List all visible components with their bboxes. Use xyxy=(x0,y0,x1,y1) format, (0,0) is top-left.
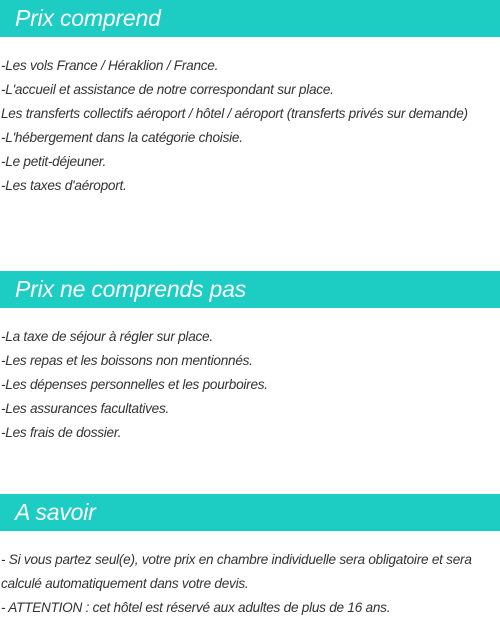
list-item: -Les repas et les boissons non mentionnés. xyxy=(1,353,253,368)
section-header xyxy=(0,494,500,531)
section-title: Prix ne comprends pas xyxy=(15,276,247,302)
list-item: -L'hébergement dans la catégorie choisie. xyxy=(1,130,243,145)
list-item: - ATTENTION : cet hôtel est réservé aux adultes de plus de 16 ans. xyxy=(1,600,391,615)
list-item: -Le petit-déjeuner. xyxy=(1,154,107,169)
section-body xyxy=(0,37,500,198)
section-good-to-know xyxy=(0,494,500,620)
list-item: -L'accueil et assistance de notre correspondant sur place. xyxy=(1,82,334,97)
list-item: -Les assurances facultatives. xyxy=(1,401,170,416)
section-title: Prix comprend xyxy=(15,5,161,31)
list-item: Les transferts collectifs aéroport / hôtel / aéroport (transferts privés sur demande) xyxy=(1,106,468,121)
list-item: - Si vous partez seul(e), votre prix en chambre individuelle sera obligatoire et sera calculé automatiquement dans votre devis. xyxy=(1,552,472,591)
section-header xyxy=(0,0,500,37)
list-item: -Les vols France / Héraklion / France. xyxy=(1,58,219,73)
section-price-includes xyxy=(0,0,500,198)
list-item: -Les taxes d'aéroport. xyxy=(1,178,127,193)
section-header xyxy=(0,271,500,308)
section-body xyxy=(0,531,500,620)
section-price-excludes xyxy=(0,271,500,445)
list-item: -La taxe de séjour à régler sur place. xyxy=(1,329,213,344)
section-body xyxy=(0,308,500,445)
section-title: A savoir xyxy=(15,499,96,525)
list-item: -Les dépenses personnelles et les pourboires. xyxy=(1,377,268,392)
list-item: -Les frais de dossier. xyxy=(1,425,122,440)
